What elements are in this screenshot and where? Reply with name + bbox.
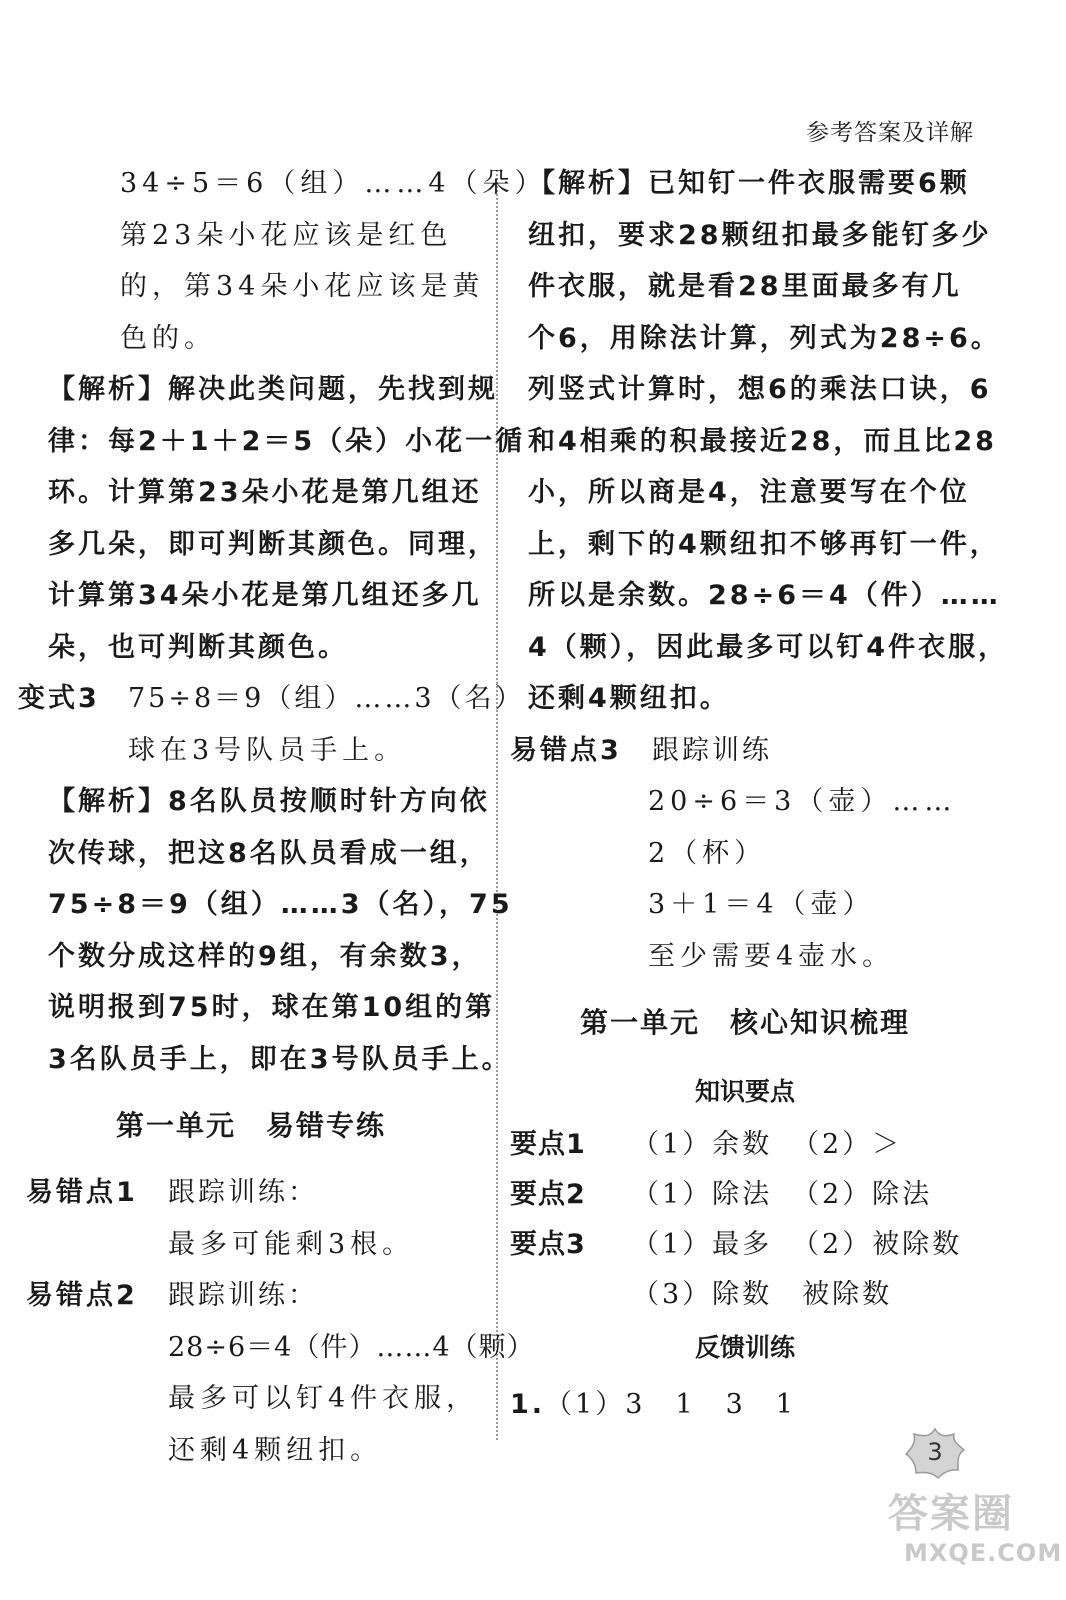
key-point-row (510, 1120, 980, 1170)
analysis-line: 所以是余数。28÷6＝4（件）…… (528, 580, 1001, 611)
analysis-label: 【解析】 (48, 374, 168, 405)
variant3-line (18, 673, 525, 725)
analysis-line: 说明报到75时，球在第10组的第 (48, 992, 496, 1023)
key-point-a: （1）余数 (632, 1129, 773, 1160)
analysis-line: 律：每2＋1＋2＝5（朵）小花一循 (48, 425, 526, 457)
analysis-line: 和4相乘的积最接近28，而且比28 (528, 425, 997, 457)
point3-line: 2（杯） (648, 837, 767, 869)
analysis-line: 4（颗），因此最多可以钉4件衣服， (528, 631, 1009, 663)
point3-label: 易错点3 (510, 734, 622, 766)
point3-text: 跟踪训练 (652, 734, 772, 766)
analysis-line: 件衣服，就是看28里面最多有几 (528, 271, 962, 302)
analysis-label: 【解析】 (528, 168, 648, 199)
point3-line (510, 725, 980, 777)
key-point-a: （1）除法 (632, 1179, 773, 1210)
analysis-line (510, 158, 980, 210)
key-point-row (510, 1270, 980, 1320)
analysis-line: 朵，也可判断其颜色。 (48, 631, 348, 663)
analysis-line (18, 776, 490, 828)
point1-line (18, 1167, 484, 1219)
key-point-a: （1）最多 (632, 1229, 773, 1260)
variant3-line: 球在3号队员手上。 (128, 734, 407, 766)
point3-line: 3＋1＝4（壶） (648, 889, 875, 920)
key-point-label: 要点2 (510, 1179, 586, 1210)
feedback-row (510, 1380, 980, 1430)
section-title: 第一单元 核心知识梳理 (579, 1006, 910, 1039)
feedback-q1-text: （1）3 1 3 1 (545, 1389, 796, 1420)
analysis-line: 纽扣，要求28颗纽扣最多能钉多少 (528, 219, 992, 251)
analysis-text: 已知钉一件衣服需要6颗 (648, 168, 970, 199)
point1-line: 最多可能剩3根。 (168, 1228, 415, 1260)
feedback-title: 反馈训练 (694, 1333, 795, 1362)
page-number: 3 (927, 1438, 943, 1466)
column-divider (496, 170, 498, 1440)
answer-line: 34÷5＝6（组）……4（朵） (120, 168, 547, 199)
point3-line: 至少需要4壶水。 (648, 940, 895, 972)
analysis-text: 解决此类问题，先找到规 (168, 374, 498, 405)
section-title: 第一单元 易错专练 (115, 1109, 386, 1142)
analysis-line: 小，所以商是4，注意要写在个位 (528, 477, 970, 508)
feedback-q1-num: 1. (510, 1389, 546, 1420)
analysis-line: 上，剩下的4颗纽扣不够再钉一件， (528, 528, 1000, 560)
analysis-line: 3名队员手上，即在3号队员手上。 (48, 1043, 512, 1075)
key-point-b: （2）除法 (792, 1179, 933, 1210)
point1-label: 易错点1 (26, 1177, 138, 1208)
point2-line: 28÷6＝4（件）……4（颗） (168, 1331, 535, 1363)
analysis-line: 计算第34朵小花是第几组还多几 (48, 580, 482, 611)
analysis-line: 个6，用除法计算，列式为28÷6。 (528, 322, 1001, 354)
watermark (888, 1490, 1063, 1590)
analysis-line: 列竖式计算时，想6的乘法口诀，6 (528, 374, 992, 405)
point2-line: 最多可以钉4件衣服， (168, 1383, 479, 1414)
key-point-row (510, 1170, 980, 1220)
variant3-text: 75÷8＝9（组）……3（名） (128, 683, 525, 714)
analysis-label: 【解析】 (48, 786, 168, 817)
analysis-line: 个数分成这样的9组，有余数3， (48, 940, 482, 972)
answer-line: 的，第34朵小花应该是黄 (120, 271, 485, 302)
answer-line: 色的。 (120, 322, 216, 354)
point1-text: 跟踪训练： (168, 1177, 318, 1208)
key-point-b: （2）＞ (792, 1129, 903, 1160)
analysis-line: 环。计算第23朵小花是第几组还 (48, 477, 482, 508)
analysis-text: 8名队员按顺时针方向依 (168, 786, 490, 817)
knowledge-title: 知识要点 (694, 1077, 795, 1106)
page-header: 参考答案及详解 (806, 120, 974, 146)
variant3-label: 变式3 (18, 683, 100, 714)
answer-line: 第23朵小花应该是红色 (120, 219, 453, 251)
right-column (510, 158, 1009, 1430)
point2-line (18, 1270, 484, 1322)
point3-line: 20÷6＝3（壶）…… (648, 786, 957, 817)
left-column (18, 158, 547, 1476)
point2-text: 跟踪训练： (168, 1280, 318, 1311)
key-point-label: 要点3 (510, 1229, 586, 1260)
page-number-badge (904, 1426, 966, 1480)
watermark-logo: 答案圈 (888, 1491, 1014, 1537)
key-point-b: （2）被除数 (792, 1229, 963, 1260)
analysis-line: 次传球，把这8名队员看成一组， (48, 837, 490, 869)
point2-line: 还剩4颗纽扣。 (168, 1434, 383, 1466)
analysis-line: 还剩4颗纽扣。 (528, 683, 730, 714)
point2-label: 易错点2 (26, 1280, 138, 1311)
key-point-row (510, 1220, 980, 1270)
watermark-url: MXQE.COM (904, 1539, 1063, 1567)
analysis-line: 75÷8＝9（组）……3（名），75 (48, 889, 513, 920)
key-point-label: 要点1 (510, 1129, 586, 1160)
analysis-line: 多几朵，即可判断其颜色。同理， (48, 528, 498, 560)
analysis-line (18, 364, 498, 416)
key-point-extra: （3）除数 被除数 (632, 1279, 893, 1310)
